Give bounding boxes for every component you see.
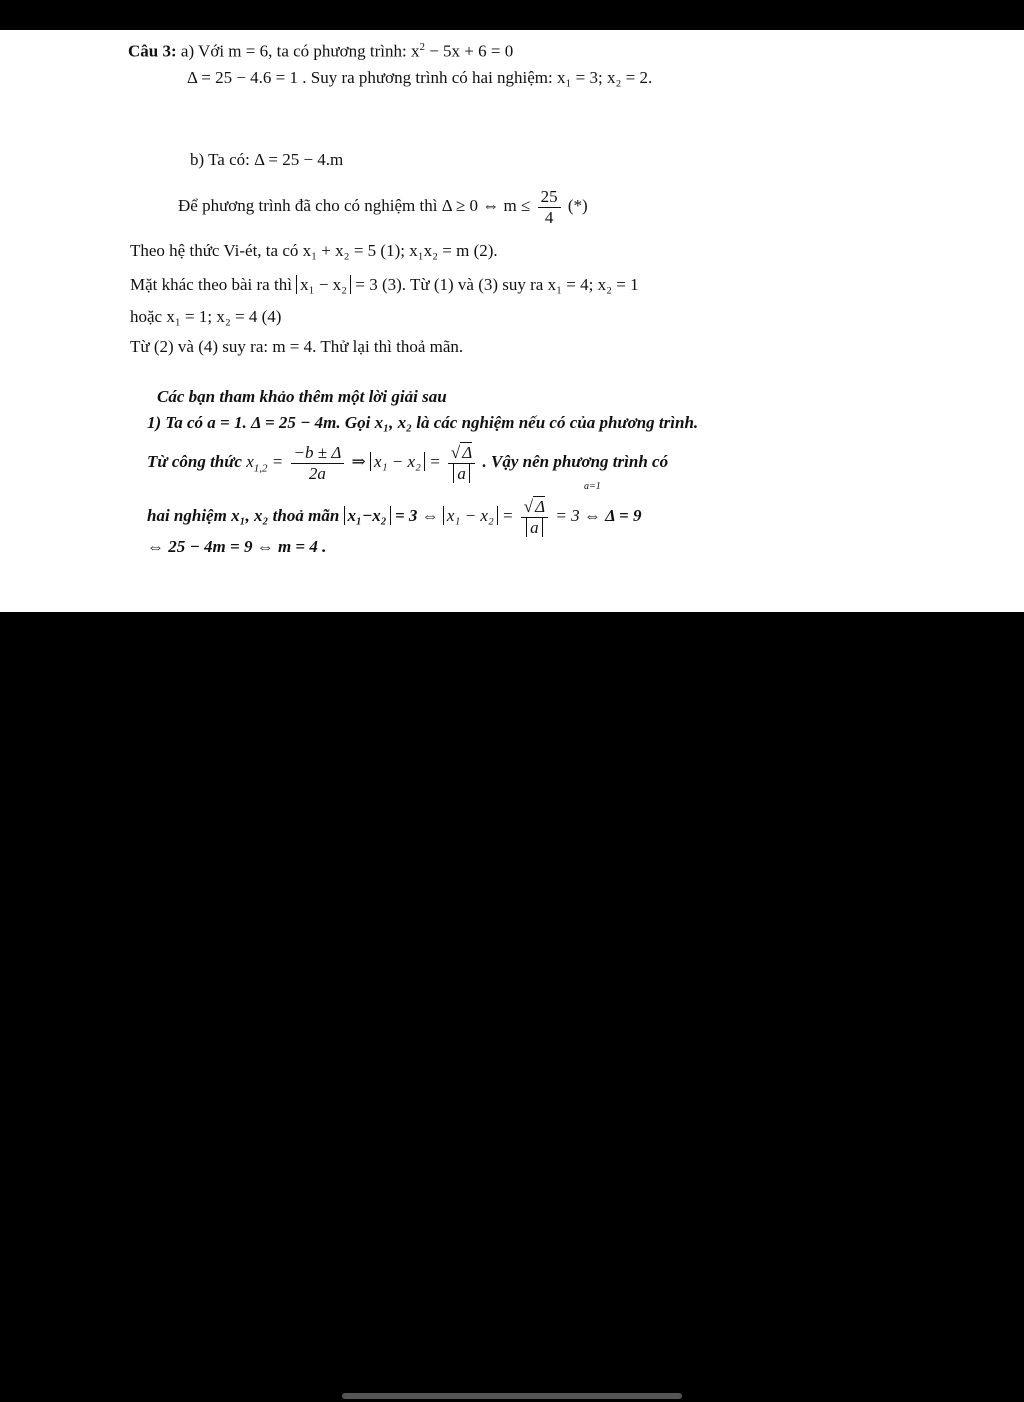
line-3: b) Ta có: Δ = 25 − 4.m bbox=[190, 150, 344, 169]
home-indicator[interactable] bbox=[342, 1393, 682, 1399]
question-label: Câu 3: bbox=[128, 41, 177, 61]
line-2: Δ = 25 − 4.6 = 1 . Suy ra phương trình có hai nghiệm: x₁ = 3; x₂ = 2. bbox=[187, 68, 653, 87]
line-9: Các bạn tham khảo thêm một lời giải sau bbox=[157, 387, 447, 406]
line-6: Mặt khác theo bài ra thì x₁ − x₂ = 3 (3). Từ (1) và (3) suy ra x₁ = 4; x₂ = 1 bbox=[130, 275, 639, 294]
fraction-25-4: $\frac{25}{4}$ bbox=[538, 187, 561, 228]
line-1: Câu 3: a) Với m = 6, ta có phương trình: $x^2 - 5x + 6 = 0$ bbox=[128, 41, 514, 61]
line-13: ⇔ 25 − 4m = 9 ⇔ m = 4 . bbox=[147, 537, 327, 556]
line-12: hai nghiệm x₁, x₂ thoả mãn x₁−x₂ = 3 ⇔ x₁ − x₂ = $\frac{√ \Delta}{a}$ = 3 a=1 ⇔ Δ = 9 bbox=[147, 481, 642, 537]
line-10: 1) Ta có a = 1. Δ = 25 − 4m. Gọi x₁, x₂ là các nghiệm nếu có của phương trình. bbox=[147, 413, 699, 432]
document-page bbox=[0, 30, 1024, 612]
line-5: Theo hệ thức Vi-ét, ta có x₁ + x₂ = 5 (1); x₁x₂ = m (2). bbox=[130, 241, 498, 260]
line-7: hoặc x₁ = 1; x₂ = 4 (4) bbox=[130, 307, 282, 326]
line-11: Từ công thức $x_{1,2}$ = $\frac{-b \pm \Delta}{2a}$ ⇒ x₁ − x₂ = $\frac{√ \Delta}{a}$ . Vậy nên phương trình có bbox=[147, 442, 669, 483]
line-4: Để phương trình đã cho có nghiệm thì Δ ≥ 0 ⇔ m ≤ $\frac{25}{4}$ (*) bbox=[178, 186, 588, 227]
line-8: Từ (2) và (4) suy ra: m = 4. Thử lại thì thoả mãn. bbox=[130, 337, 464, 356]
